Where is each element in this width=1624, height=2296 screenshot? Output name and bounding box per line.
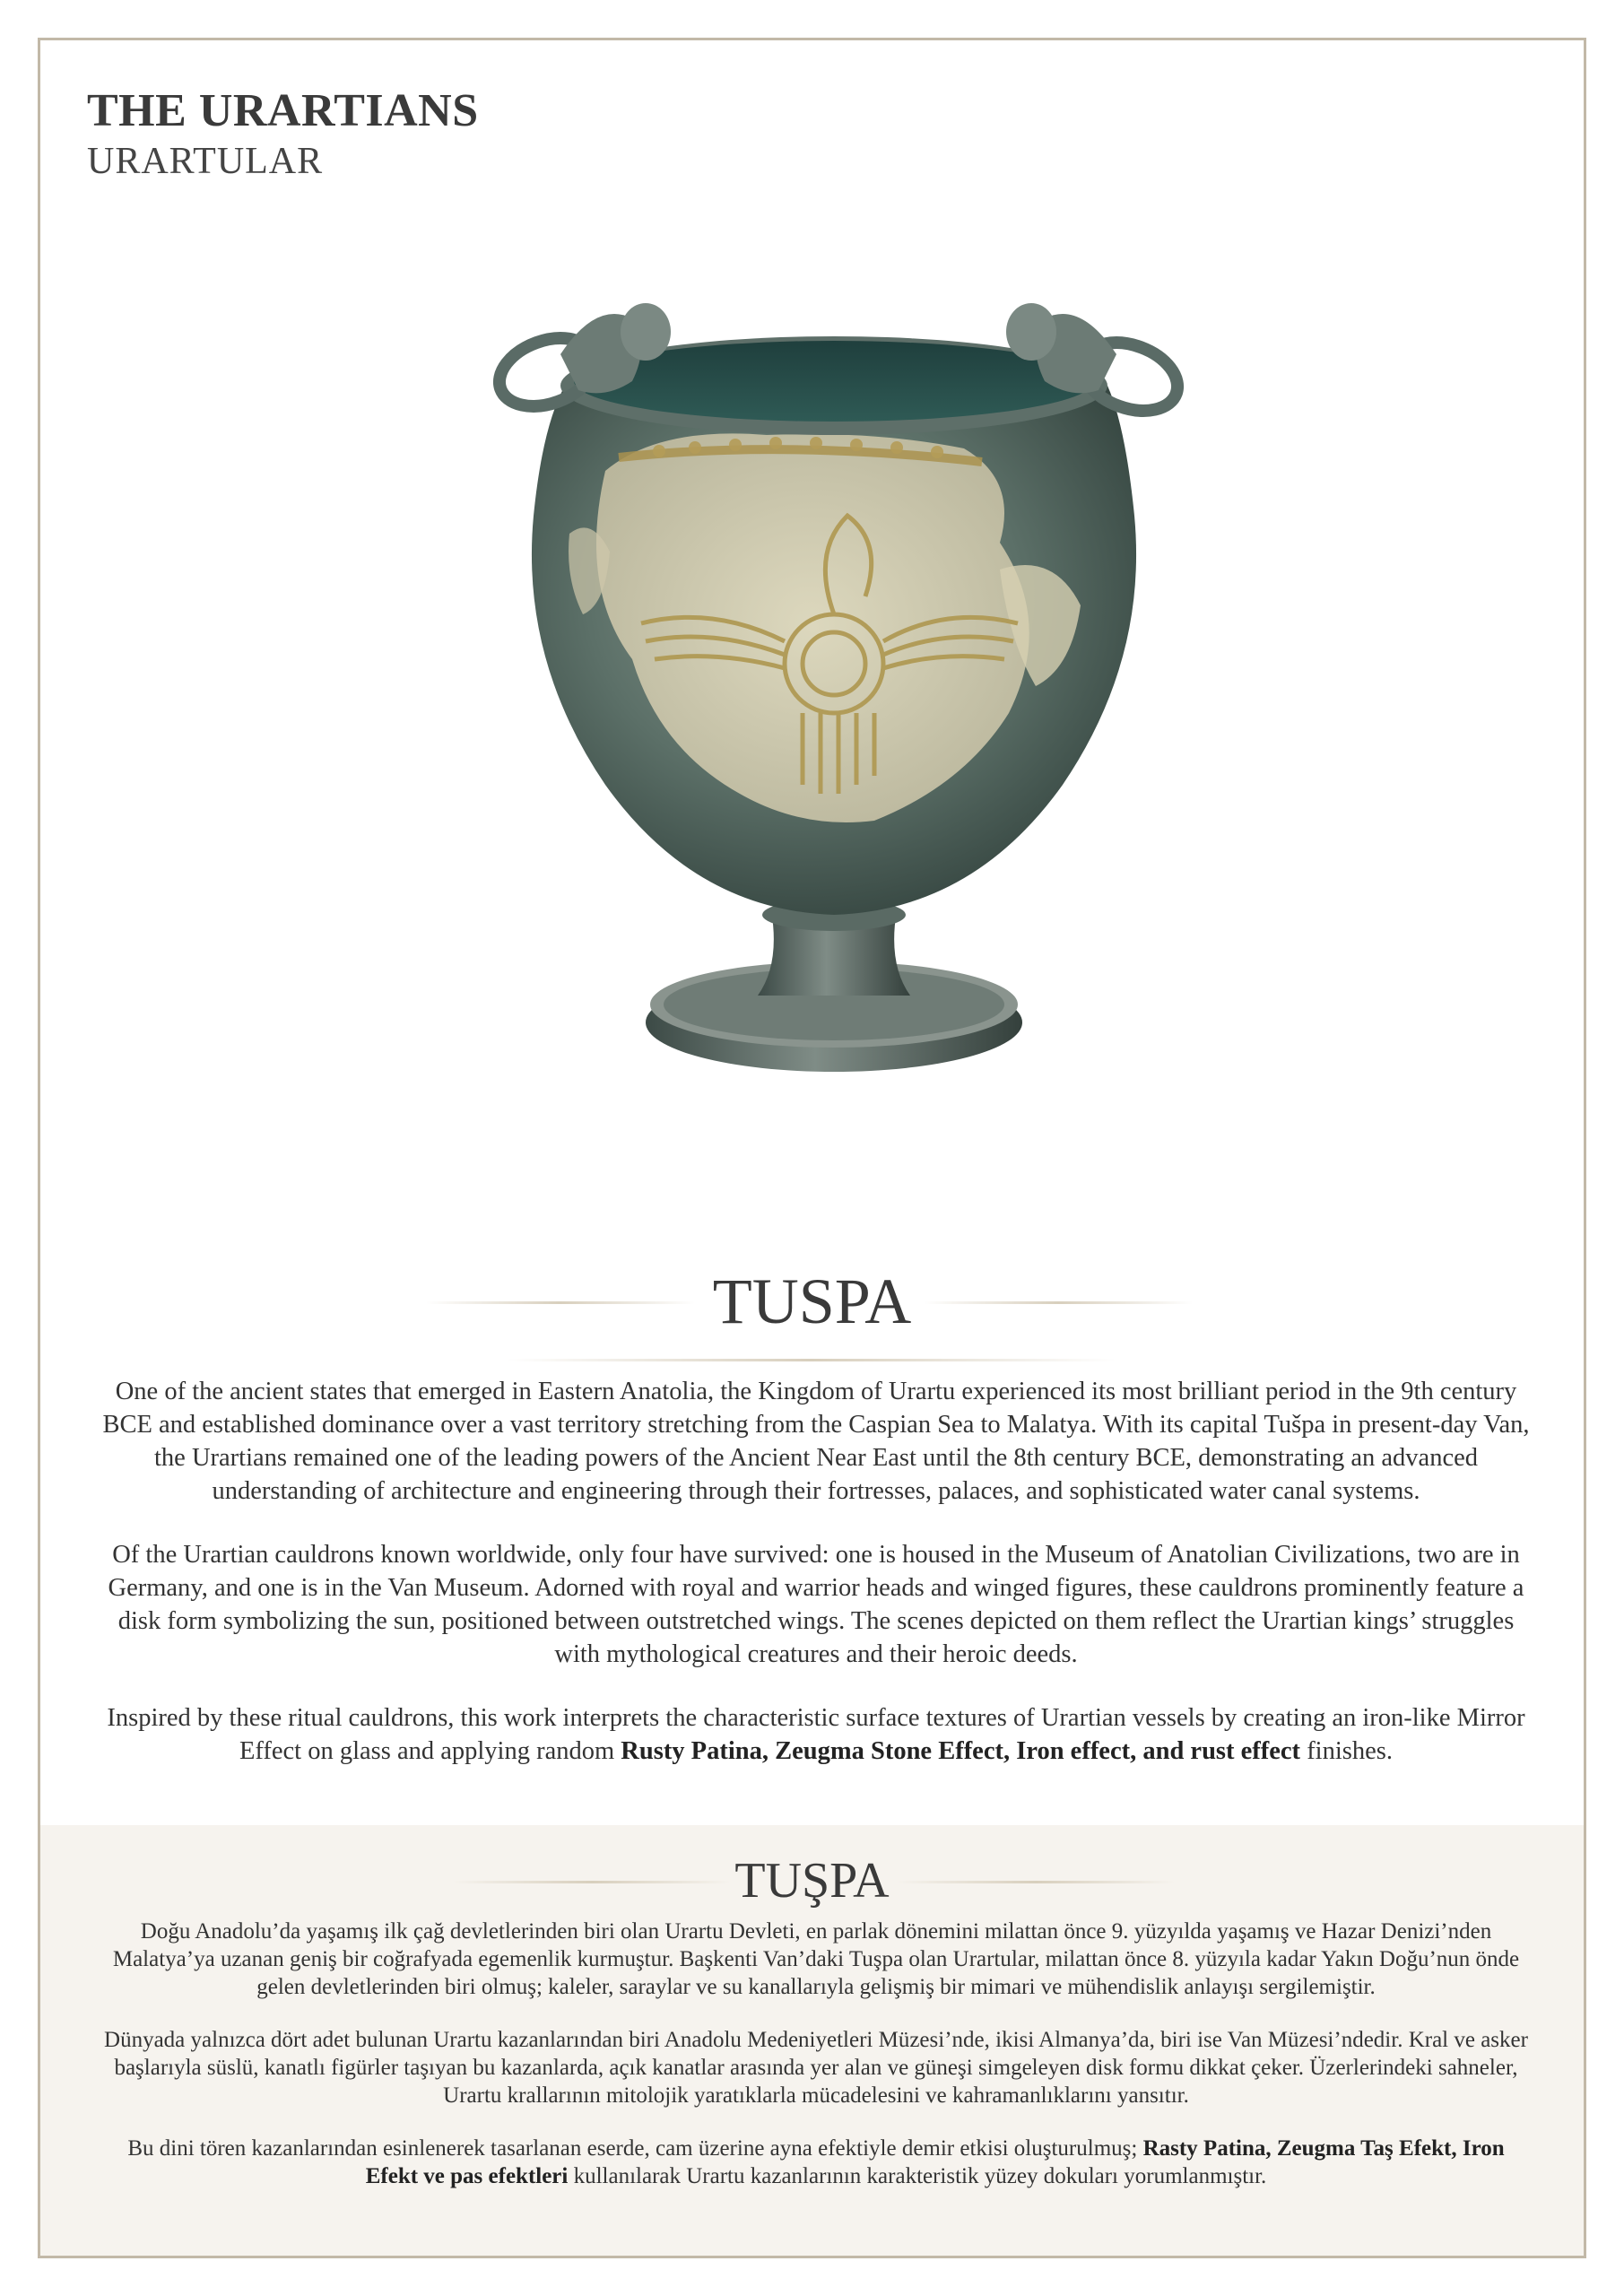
turkish-paragraph-2: Dünyada yalnızca dört adet bulunan Urartu kazanlarından biri Anadolu Medeniyetleri Müzesi’nde, ikisi Almanya’da, biri ise Van Müzesi’ndedir. Kral ve asker başlarıyla süslü, kanatlı figürler taşıyan bu kazanlarda, açık kanatlar arasında yer alan ve güneşi simgeleyen disk formu dikkat çeker. Üzerlerindeki sahneler, Urartu krallarının mitolojik yaratıklarla mücadelesini ve kahramanlıklarını yansıtır.	[104, 2028, 1528, 2108]
page-frame	[38, 38, 1586, 2258]
heading-underline	[507, 1359, 1116, 1361]
turkish-text	[101, 1918, 1531, 2215]
english-finishes-bold: Rusty Patina, Zeugma Stone Effect, Iron effect, and rust effect	[621, 1737, 1301, 1765]
turkish-finishes-bold: Rasty Patina, Zeugma Taş Efekt, Iron Efekt ve pas efektleri	[365, 2136, 1505, 2188]
cauldron-illustration	[426, 247, 1215, 1081]
cauldron-image	[426, 247, 1215, 1081]
title-english: THE URARTIANS	[87, 85, 479, 136]
english-paragraph-1: One of the ancient states that emerged in Eastern Anatolia, the Kingdom of Urartu experienced its most brilliant period in the 9th century BCE and established dominance over a vast territory stretching from the Caspian Sea to Malatya. With its capital Tušpa in present-day Van, the Urartians remained one of the leading powers of the Ancient Near East until the 8th century BCE, demonstrating an advanced understanding of architecture and engineering through their fortresses, palaces, and sophisticated water canal systems.	[102, 1378, 1530, 1505]
turkish-paragraph-1: Doğu Anadolu’da yaşamış ilk çağ devletlerinden biri olan Urartu Devleti, en parlak dönemini milattan önce 9. yüzyılda yaşamış ve Hazar Denizi’nden Malatya’ya uzanan geniş bir coğrafyada egemenlik kurmuştur. Başkenti Van’daki Tuşpa olan Urartular, milattan önce 8. yüzyıla kadar Yakın Doğu’nun önde gelen devletlerinden biri olmuş; kaleler, saraylar ve su kanallarıyla gelişmiş bir mimari ve mühendislik anlayışı sergilemiştir.	[112, 1919, 1520, 1999]
english-paragraph-3: Inspired by these ritual cauldrons, this work interprets the characteristic surface textures of Urartian vessels by creating an iron-like Mirror Effect on glass and applying random Rusty Patina, Zeugma Stone Effect, Iron effect, and rust effect finishes.	[107, 1704, 1525, 1765]
section-heading-english: TUSPA	[712, 1265, 912, 1337]
section-heading-turkish: TUŞPA	[734, 1853, 890, 1909]
title-turkish: URARTULAR	[87, 141, 324, 182]
turkish-paragraph-3: Bu dini tören kazanlarından esinlenerek tasarlanan eserde, cam üzerine ayna efektiyle demir etkisi oluşturulmuş; Rasty Patina, Zeugma Taş Efekt, Iron Efekt ve pas efektleri kullanılarak Urartu kazanlarının karakteristik yüzey dokuları yorumlanmıştır.	[127, 2136, 1505, 2188]
header	[87, 83, 479, 184]
english-text	[101, 1375, 1531, 1798]
english-paragraph-2: Of the Urartian cauldrons known worldwide, only four have survived: one is housed in the Museum of Anatolian Civilizations, two are in Germany, and one is in the Van Museum. Adorned with royal and warrior heads and winged figures, these cauldrons prominently feature a disk form symbolizing the sun, positioned between outstretched wings. The scenes depicted on them reflect the Urartian kings’ struggles with mythological creatures and their heroic deeds.	[108, 1541, 1524, 1668]
